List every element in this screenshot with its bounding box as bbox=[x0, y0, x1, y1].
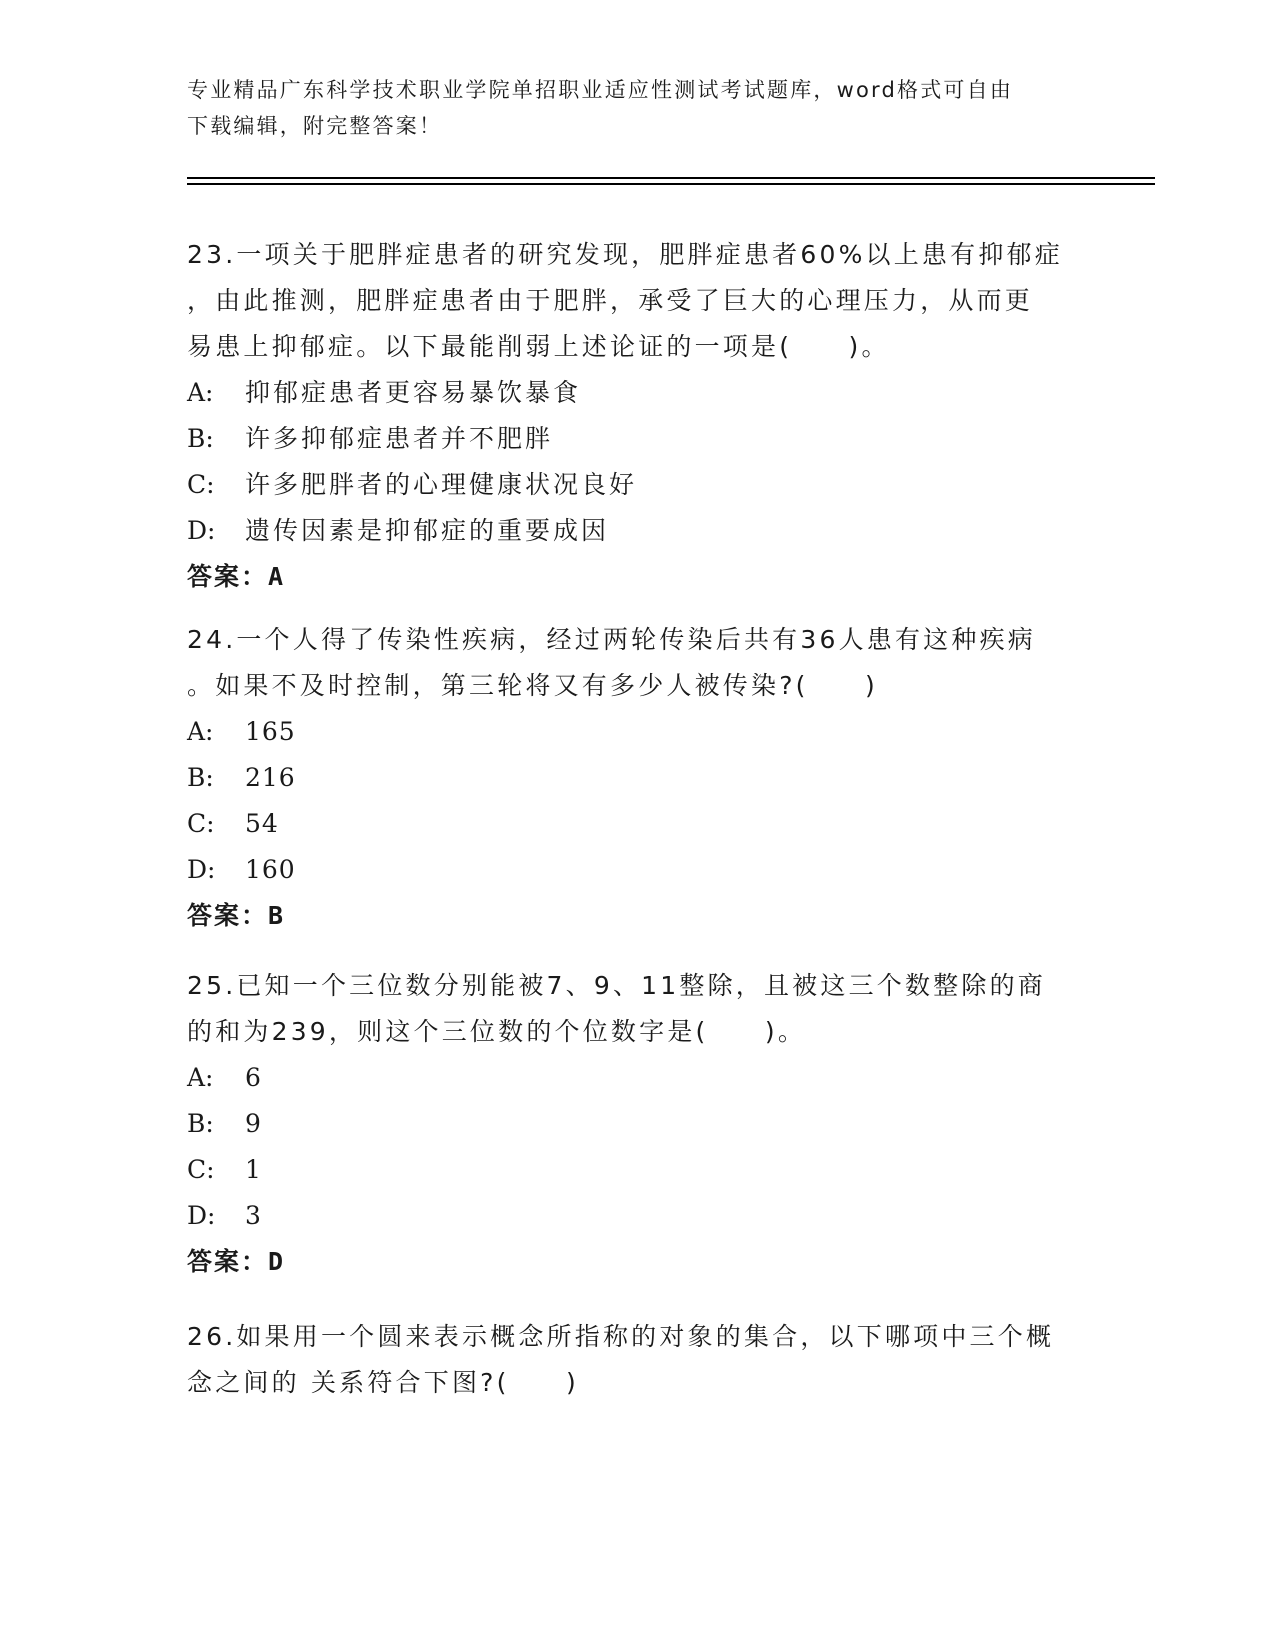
question-stem bbox=[187, 232, 1087, 370]
question-26 bbox=[187, 1314, 1087, 1406]
answer-label: 答案： bbox=[187, 1247, 269, 1276]
option-text: 1 bbox=[245, 1155, 262, 1184]
header-line-2: 下载编辑，附完整答案！ bbox=[187, 114, 443, 138]
question-24 bbox=[187, 617, 1087, 939]
question-23 bbox=[187, 232, 1087, 600]
option-text: 3 bbox=[245, 1201, 262, 1230]
option-text: 6 bbox=[245, 1063, 262, 1092]
stem-line: 易患上抑郁症。以下最能削弱上述论证的一项是( )。 bbox=[187, 332, 890, 361]
option-key: B: bbox=[187, 763, 214, 792]
answer-line bbox=[187, 1239, 1087, 1285]
option-text: 抑郁症患者更容易暴饮暴食 bbox=[245, 378, 582, 407]
option-key: C: bbox=[187, 809, 215, 838]
stem-line: ，由此推测，肥胖症患者由于肥胖，承受了巨大的心理压力，从而更 bbox=[187, 286, 1034, 315]
option-key: D: bbox=[187, 1201, 216, 1230]
answer-label: 答案： bbox=[187, 562, 269, 591]
option-text: 遗传因素是抑郁症的重要成因 bbox=[245, 516, 610, 545]
answer-label: 答案： bbox=[187, 901, 269, 930]
option-b bbox=[187, 416, 1087, 462]
stem-line: 25.已知一个三位数分别能被7、9、11整除，且被这三个数整除的商 bbox=[187, 971, 1046, 1000]
document-header bbox=[187, 72, 1087, 144]
option-c bbox=[187, 462, 1087, 508]
option-key: C: bbox=[187, 1155, 215, 1184]
option-list bbox=[187, 709, 1087, 893]
answer-line bbox=[187, 554, 1087, 600]
stem-line: 24.一个人得了传染性疾病，经过两轮传染后共有36人患有这种疾病 bbox=[187, 625, 1036, 654]
option-text: 216 bbox=[245, 763, 296, 792]
option-key: A: bbox=[187, 378, 214, 407]
option-text: 9 bbox=[245, 1109, 262, 1138]
answer-line bbox=[187, 893, 1087, 939]
option-key: B: bbox=[187, 1109, 214, 1138]
header-line-1: 专业精品广东科学技术职业学院单招职业适应性测试考试题库，word格式可自由 bbox=[187, 78, 1014, 102]
option-list bbox=[187, 370, 1087, 554]
option-b bbox=[187, 755, 1087, 801]
stem-line: 念之间的 关系符合下图?( ) bbox=[187, 1368, 579, 1397]
option-a bbox=[187, 370, 1087, 416]
header-divider-top bbox=[187, 177, 1155, 179]
stem-line: 23.一项关于肥胖症患者的研究发现，肥胖症患者60%以上患有抑郁症 bbox=[187, 240, 1063, 269]
header-divider-bottom bbox=[187, 183, 1155, 185]
option-key: A: bbox=[187, 1063, 214, 1092]
option-d bbox=[187, 847, 1087, 893]
question-stem bbox=[187, 963, 1087, 1055]
question-stem bbox=[187, 617, 1087, 709]
option-d bbox=[187, 508, 1087, 554]
question-stem bbox=[187, 1314, 1087, 1406]
option-key: A: bbox=[187, 717, 214, 746]
stem-line: 的和为239，则这个三位数的个位数字是( )。 bbox=[187, 1017, 807, 1046]
answer-value: A bbox=[268, 562, 286, 591]
stem-line: 。如果不及时控制，第三轮将又有多少人被传染?( ) bbox=[187, 671, 878, 700]
option-key: D: bbox=[187, 855, 216, 884]
option-list bbox=[187, 1055, 1087, 1239]
option-key: C: bbox=[187, 470, 215, 499]
option-d bbox=[187, 1193, 1087, 1239]
option-c bbox=[187, 801, 1087, 847]
option-text: 54 bbox=[245, 809, 279, 838]
option-text: 165 bbox=[245, 717, 296, 746]
option-text: 许多肥胖者的心理健康状况良好 bbox=[245, 470, 638, 499]
option-key: D: bbox=[187, 516, 216, 545]
answer-value: B bbox=[268, 901, 286, 930]
option-b bbox=[187, 1101, 1087, 1147]
stem-line: 26.如果用一个圆来表示概念所指称的对象的集合，以下哪项中三个概 bbox=[187, 1322, 1055, 1351]
option-text: 160 bbox=[245, 855, 296, 884]
option-key: B: bbox=[187, 424, 214, 453]
option-c bbox=[187, 1147, 1087, 1193]
question-25 bbox=[187, 963, 1087, 1285]
answer-value: D bbox=[268, 1247, 286, 1276]
option-text: 许多抑郁症患者并不肥胖 bbox=[245, 424, 554, 453]
option-a bbox=[187, 1055, 1087, 1101]
option-a bbox=[187, 709, 1087, 755]
